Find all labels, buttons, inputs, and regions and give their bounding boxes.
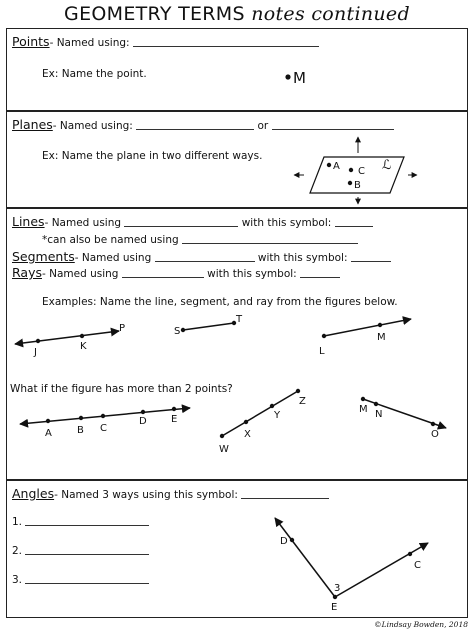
page-title <box>0 3 474 25</box>
lines-symbol-text: with this symbol: <box>241 217 332 229</box>
point-s <box>181 328 185 332</box>
label-w: W <box>219 444 229 455</box>
point-e2 <box>172 407 176 411</box>
planes-line <box>12 117 394 132</box>
planes-heading: Planes <box>12 117 53 132</box>
label-p: P <box>119 323 126 334</box>
segment-st <box>183 323 234 330</box>
label-t: T <box>236 314 243 325</box>
plane-point-c <box>349 168 353 172</box>
angle-blank-2[interactable] <box>25 544 149 555</box>
label-o: O <box>431 429 439 440</box>
planes-blank-2[interactable] <box>272 119 394 130</box>
plane-figure <box>292 133 418 205</box>
figure-wxyz <box>222 391 298 436</box>
angle-figure <box>262 510 442 616</box>
label-b2: B <box>77 425 84 436</box>
angle-ray-ed <box>275 518 335 597</box>
segments-symbol-text: with this symbol: <box>257 252 348 264</box>
plane-label-a: A <box>333 161 340 172</box>
segments-rest: - Named using <box>74 252 152 264</box>
label-m: M <box>377 332 386 343</box>
point-dot <box>285 74 290 79</box>
rays-symbol-text: with this symbol: <box>207 268 297 280</box>
plane-point-a <box>327 163 331 167</box>
examples-text: Examples: Name the line, segment, and ray from the figures below. <box>42 296 398 308</box>
point-k <box>80 334 84 338</box>
segments-blank[interactable] <box>155 251 255 262</box>
points-line <box>12 34 319 49</box>
rays-rest: - Named using <box>41 268 119 280</box>
label-l: L <box>319 346 325 357</box>
label-s: S <box>174 326 181 337</box>
rays-line <box>12 265 340 280</box>
rays-heading: Rays <box>12 265 42 280</box>
planes-rest: - Named using: <box>52 120 133 132</box>
label-z: Z <box>299 396 306 407</box>
lines-rest: - Named using <box>44 217 122 229</box>
label-x: X <box>244 429 251 440</box>
label-n: N <box>375 409 383 420</box>
angles-line <box>12 486 329 501</box>
lines-symbol-blank[interactable] <box>335 216 373 227</box>
label-k: K <box>80 341 87 352</box>
more-points-text: What if the figure has more than 2 points? <box>10 383 233 395</box>
example-figures-row2 <box>6 384 468 478</box>
angle-label-c: C <box>414 560 421 571</box>
segments-heading: Segments <box>12 249 75 264</box>
angle-blank-3[interactable] <box>25 573 149 584</box>
angle-answer-1 <box>12 515 149 528</box>
angle-answer-2 <box>12 544 149 557</box>
angle-vertex-e <box>333 595 337 599</box>
point-n <box>374 402 378 406</box>
title-main: GEOMETRY TERMS <box>64 3 245 25</box>
point-label-m: M <box>293 69 306 87</box>
planes-blank-1[interactable] <box>136 119 254 130</box>
points-heading: Points <box>12 34 50 49</box>
point-m <box>378 323 382 327</box>
points-rest: - Named using: <box>49 37 130 49</box>
point-a2 <box>46 419 50 423</box>
lines-also-named: *can also be named using <box>42 234 179 246</box>
point-z <box>296 389 300 393</box>
point-b2 <box>79 416 83 420</box>
label-e2: E <box>171 414 178 425</box>
angle-answer-3 <box>12 573 149 586</box>
credit: ©Lindsay Bowden, 2018 <box>374 620 468 629</box>
segments-line <box>12 249 391 264</box>
angle-blank-1[interactable] <box>25 515 149 526</box>
line-jkp <box>15 331 119 344</box>
point-figure <box>278 64 318 94</box>
point-l <box>322 334 326 338</box>
point-w <box>220 434 224 438</box>
planes-or: or <box>257 120 269 132</box>
rays-blank[interactable] <box>122 267 204 278</box>
planes-example: Ex: Name the plane in two different ways. <box>42 150 263 162</box>
angle-item-3: 3. <box>12 574 23 586</box>
point-x <box>244 420 248 424</box>
label-a2: A <box>45 428 52 439</box>
point-m2 <box>361 397 365 401</box>
angle-item-1: 1. <box>12 516 23 528</box>
angles-heading: Angles <box>12 486 55 501</box>
point-d2 <box>141 410 145 414</box>
plane-label-script: ℒ <box>382 158 392 173</box>
point-j <box>36 339 40 343</box>
title-script: notes continued <box>251 3 410 25</box>
label-m2: M <box>359 404 368 415</box>
angle-label-d: D <box>280 536 288 547</box>
segments-symbol-blank[interactable] <box>351 251 391 262</box>
angle-label-3: 3 <box>334 583 341 594</box>
points-blank[interactable] <box>133 36 319 47</box>
plane-point-b <box>348 181 352 185</box>
lines-also-blank[interactable] <box>182 233 358 244</box>
point-c2 <box>101 414 105 418</box>
point-y <box>270 404 274 408</box>
angle-point-c <box>408 552 412 556</box>
angles-symbol-blank[interactable] <box>241 488 329 499</box>
label-d2: D <box>139 416 147 427</box>
label-j: J <box>34 347 37 358</box>
angles-rest: - Named 3 ways using this symbol: <box>54 489 238 501</box>
label-c2: C <box>100 423 107 434</box>
plane-label-b: B <box>354 180 361 191</box>
rays-symbol-blank[interactable] <box>300 267 340 278</box>
lines-also-line <box>42 233 358 246</box>
lines-heading: Lines <box>12 214 45 229</box>
plane-label-c: C <box>358 166 365 177</box>
points-example: Ex: Name the point. <box>42 68 147 80</box>
lines-line <box>12 214 373 229</box>
angle-item-2: 2. <box>12 545 23 557</box>
label-y: Y <box>274 410 281 421</box>
angle-point-d <box>290 538 294 542</box>
example-figures-row1 <box>6 310 468 370</box>
angle-label-e: E <box>331 602 338 613</box>
ray-lm <box>324 319 411 336</box>
point-o <box>431 422 435 426</box>
lines-blank[interactable] <box>124 216 238 227</box>
